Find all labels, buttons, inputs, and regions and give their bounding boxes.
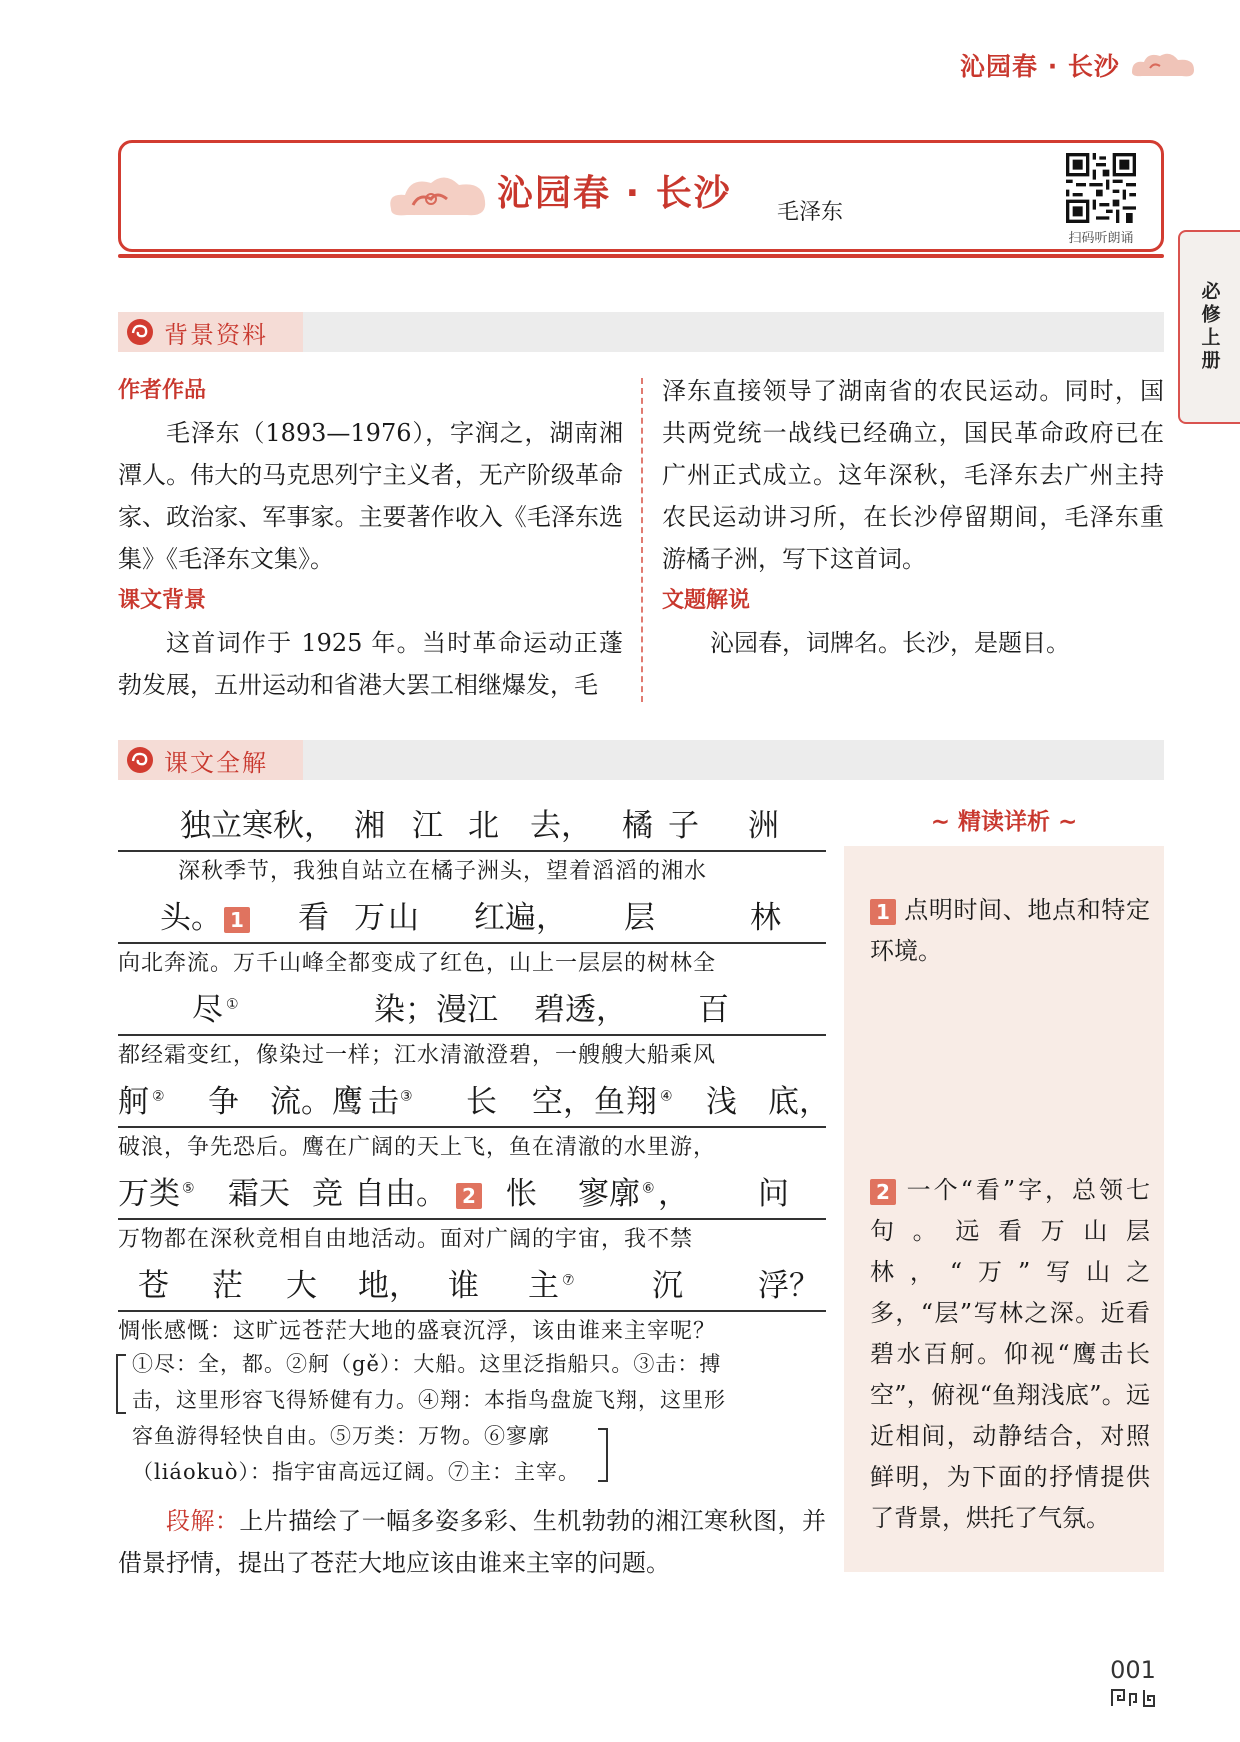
- running-title: 沁园春 · 长沙: [960, 52, 1120, 81]
- fret-ornament-icon: [1110, 1688, 1156, 1708]
- marker-1: 1: [870, 899, 896, 925]
- poem-line: 苍 茫 大 地， 谁 主 ⑦ 沉 浮？: [118, 1260, 826, 1312]
- column-divider: [641, 378, 643, 702]
- marker-1[interactable]: 1: [224, 907, 250, 933]
- analysis-note: 2 一个“看”字，总领七句。远看万山层林，“万”写山之多，“层”写林之深。近看碧水百舸。仰视“鹰击长空”，俯视“鱼翔浅底”。远近相间，动静结合，对照鲜明，为下面的抒情提供了背景，烘托了气氛。: [870, 1176, 1150, 1532]
- author-works-text: 毛泽东（1893—1976），字润之，湖南湘潭人。伟大的马克思列宁主义者，无产阶级革命家、政治家、军事家。主要著作收入《毛泽东选集》《毛泽东文集》。: [118, 419, 623, 573]
- annotation-line: ①尽：全，都。②舸（gě）：大船。这里泛指船只。③击：搏: [132, 1352, 722, 1376]
- text-background-right: 泽东直接领导了湖南省的农民运动。同时，国共两党统一战线已经确立，国民革命政府已在广州正式成立。这年深秋，毛泽东去广州主持农民运动讲习所，在长沙停留期间，毛泽东重游橘子洲，写下这首词。: [662, 377, 1164, 573]
- side-tab-label: 必修上册: [1198, 281, 1221, 373]
- translation-line: 向北奔流。万千山峰全都变成了红色，山上一层层的树林全: [118, 951, 717, 976]
- annotation-line: （liáokuò）：指宇宙高远辽阔。⑦主：主宰。: [132, 1460, 580, 1484]
- analysis-panel: [844, 846, 1164, 1572]
- summary-text: 上片描绘了一幅多姿多彩、生机勃勃的湘江寒秋图，并借景抒情，提出了苍茫大地应该由谁来主宰的问题。: [118, 1507, 827, 1577]
- background-right-column: [662, 370, 1164, 664]
- wave-icon: ∼: [930, 809, 950, 835]
- sub-heading-title-explain: 文题解说: [662, 588, 751, 613]
- swirl-icon: [126, 746, 154, 774]
- analysis-note: 1 点明时间、地点和特定环境。: [870, 896, 1150, 965]
- section-label: 背景资料: [164, 320, 268, 349]
- annotations: [118, 1346, 826, 1490]
- qr-label: 扫码听朗诵: [1068, 231, 1134, 246]
- translation-line: 破浪，争先恐后。鹰在广阔的天上飞，鱼在清澈的水里游，: [118, 1135, 717, 1160]
- side-tab: [1178, 230, 1240, 424]
- poem-block: [118, 800, 830, 1352]
- qr-code-icon[interactable]: [1066, 153, 1136, 223]
- section-label: 课文全解: [164, 748, 268, 777]
- title-explain-text: 沁园春，词牌名。长沙，是题目。: [710, 629, 1070, 657]
- sub-heading-author-works: 作者作品: [118, 378, 207, 403]
- analysis-heading: ∼ 精读详析 ∼: [930, 809, 1078, 835]
- sub-heading-text-background: 课文背景: [118, 588, 207, 613]
- poem-line: 独立寒秋， 湘 江 北 去， 橘 子 洲: [118, 800, 826, 852]
- translation-line: 万物都在深秋竞相自由地活动。面对广阔的宇宙，我不禁: [118, 1227, 694, 1252]
- translation-line: 惆怅感慨：这旷远苍茫大地的盛衰沉浮，该由谁来主宰呢？: [118, 1319, 717, 1344]
- paragraph-summary: [118, 1500, 826, 1584]
- cloud-icon: [1128, 50, 1198, 80]
- poem-line: 头。 1 看 万 山 红遍， 层 林: [118, 892, 826, 944]
- title-box: [118, 140, 1164, 252]
- cloud-icon: [383, 169, 493, 225]
- section-bar-background: [118, 312, 1164, 352]
- annotation-line: 容鱼游得轻快自由。⑤万类：万物。⑥寥廓: [132, 1424, 550, 1448]
- section-bar-full-text: [118, 740, 1164, 780]
- poem-line: 舸 ② 争 流。鹰 击 ③ 长 空，鱼 翔 ④ 浅 底，: [118, 1076, 826, 1128]
- running-header: [960, 40, 1210, 90]
- poem-line: 尽 ① 染；漫江 碧透， 百: [118, 984, 826, 1036]
- annotation-line: 击，这里形容飞得矫健有力。④翔：本指鸟盘旋飞翔，这里形: [132, 1388, 726, 1412]
- wave-icon: ∼: [1058, 809, 1078, 835]
- text-background-left: 这首词作于 1925 年。当时革命运动正蓬勃发展，五卅运动和省港大罢工相继爆发，毛: [118, 629, 623, 699]
- poem-line: 万类 ⑤ 霜天 竞 自由。 2 怅 寥廓 ⑥ ， 问: [118, 1168, 826, 1220]
- swirl-icon: [126, 318, 154, 346]
- translation-line: 深秋季节，我独自站立在橘子洲头，望着滔滔的湘水: [178, 859, 708, 884]
- page-title: 沁园春 · 长沙: [497, 173, 732, 214]
- author-name: 毛泽东: [777, 200, 844, 225]
- background-left-column: [118, 370, 623, 706]
- page-number: 001: [1110, 1656, 1156, 1684]
- translation-line: 都经霜变红，像染过一样；江水清澈澄碧，一艘艘大船乘风: [118, 1043, 717, 1068]
- marker-2: 2: [870, 1179, 896, 1205]
- marker-2[interactable]: 2: [456, 1183, 482, 1209]
- summary-label: 段解：: [166, 1507, 240, 1535]
